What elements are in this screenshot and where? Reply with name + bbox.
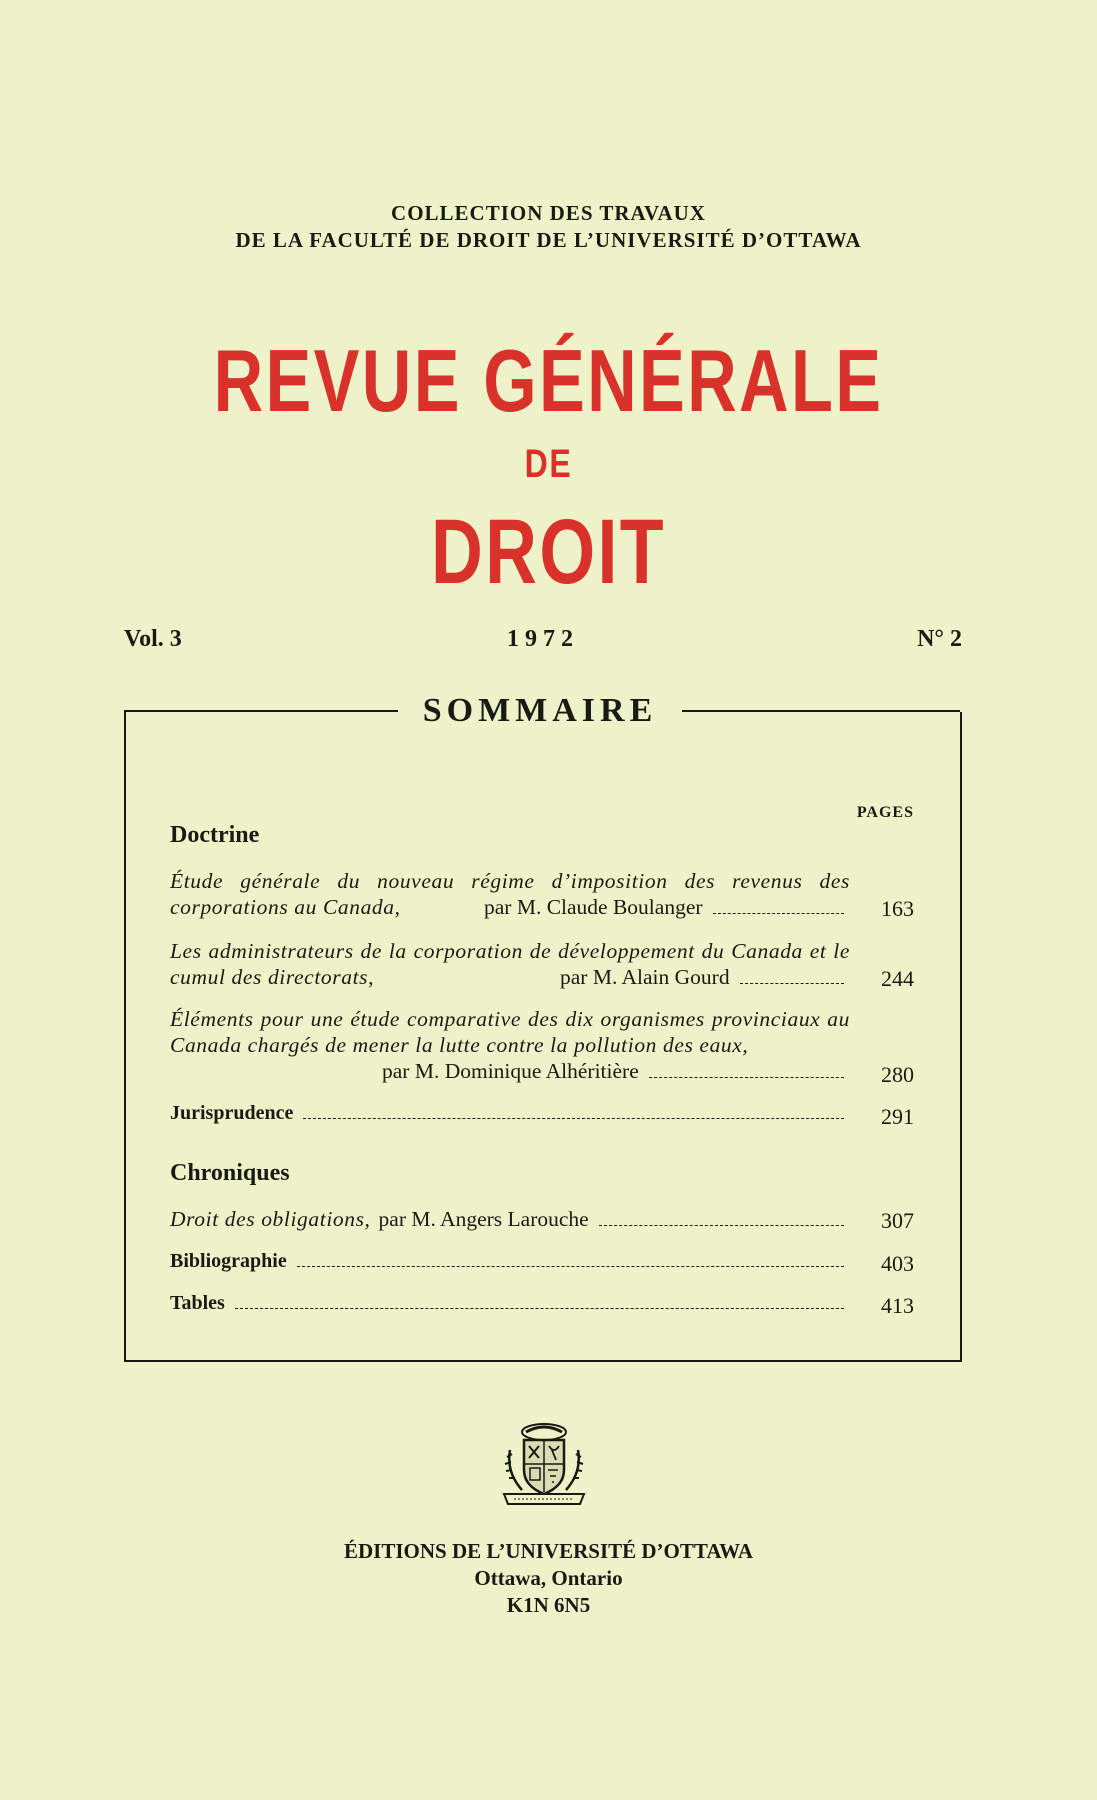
entry-title: Jurisprudence — [170, 1102, 294, 1124]
dot-leader — [713, 912, 844, 914]
collection-line-2: DE LA FACULTÉ DE DROIT DE L’UNIVERSITÉ D’OTTAWA — [235, 228, 862, 252]
dot-leader — [599, 1224, 844, 1226]
dot-leader — [297, 1265, 844, 1267]
publisher-city: Ottawa, Ontario — [474, 1566, 623, 1590]
journal-title-line-1: REVUE GÉNÉRALE — [213, 331, 884, 430]
entry-page-number: 307 — [881, 1208, 914, 1233]
entry-page-number: 280 — [881, 1062, 914, 1087]
collection-header — [0, 200, 1097, 254]
toc-entry[interactable] — [170, 1248, 850, 1274]
issue-number-label: N° 2 — [917, 626, 962, 652]
entry-page-number: 413 — [881, 1293, 914, 1318]
pages-column-label: PAGES — [856, 804, 914, 821]
toc-entry-author-row — [484, 894, 850, 920]
publisher-name: ÉDITIONS DE L’UNIVERSITÉ D’OTTAWA — [343, 1539, 754, 1563]
toc-entry[interactable] — [170, 1006, 850, 1058]
entry-page-number: 291 — [881, 1104, 914, 1129]
entry-page-number: 403 — [881, 1251, 914, 1276]
dot-leader — [235, 1307, 844, 1309]
journal-title-line-3: DROIT — [431, 501, 666, 603]
dot-leader — [303, 1117, 844, 1119]
entry-title: Étude générale du nouveau régime d’imposition des revenus des corporations au Canada, — [170, 869, 850, 919]
entry-author: par M. Alain Gourd — [560, 965, 730, 989]
volume-label: Vol. 3 — [124, 626, 182, 652]
section-title-chroniques: Chroniques — [170, 1160, 290, 1186]
entry-author: par M. Angers Larouche — [378, 1207, 589, 1231]
toc-entry-author-row — [560, 964, 850, 990]
dot-leader — [740, 982, 844, 984]
year-label: 1972 — [507, 626, 579, 652]
toc-entry[interactable] — [170, 1206, 850, 1232]
entry-page-number: 244 — [881, 966, 914, 991]
entry-title: Éléments pour une étude comparative des dix organismes provinciaux au Canada chargés de mener la lutte contre la pollution des eaux, — [170, 1007, 850, 1057]
contents-heading: SOMMAIRE — [422, 692, 658, 729]
section-title-doctrine: Doctrine — [170, 822, 260, 848]
entry-title: Droit des obligations, — [170, 1207, 371, 1231]
entry-author: par M. Claude Boulanger — [484, 895, 703, 919]
toc-entry[interactable] — [170, 1100, 850, 1126]
entry-author: par M. Dominique Alhéritière — [382, 1059, 639, 1083]
entry-title: Bibliographie — [170, 1250, 287, 1272]
toc-entry[interactable] — [170, 1290, 850, 1316]
entry-title: Les administrateurs de la corporation de développement du Canada et le cumul des directorats, — [170, 939, 850, 989]
entry-title: Tables — [170, 1292, 225, 1314]
university-crest-icon — [496, 1420, 592, 1510]
entry-page-number: 163 — [881, 896, 914, 921]
publisher-postal-code: K1N 6N5 — [506, 1593, 591, 1617]
journal-title-line-2: DE — [524, 442, 573, 486]
dot-leader — [649, 1076, 844, 1078]
toc-entry-author-row — [382, 1058, 850, 1084]
publisher-block — [0, 1538, 1097, 1619]
collection-line-1: COLLECTION DES TRAVAUX — [391, 201, 706, 225]
